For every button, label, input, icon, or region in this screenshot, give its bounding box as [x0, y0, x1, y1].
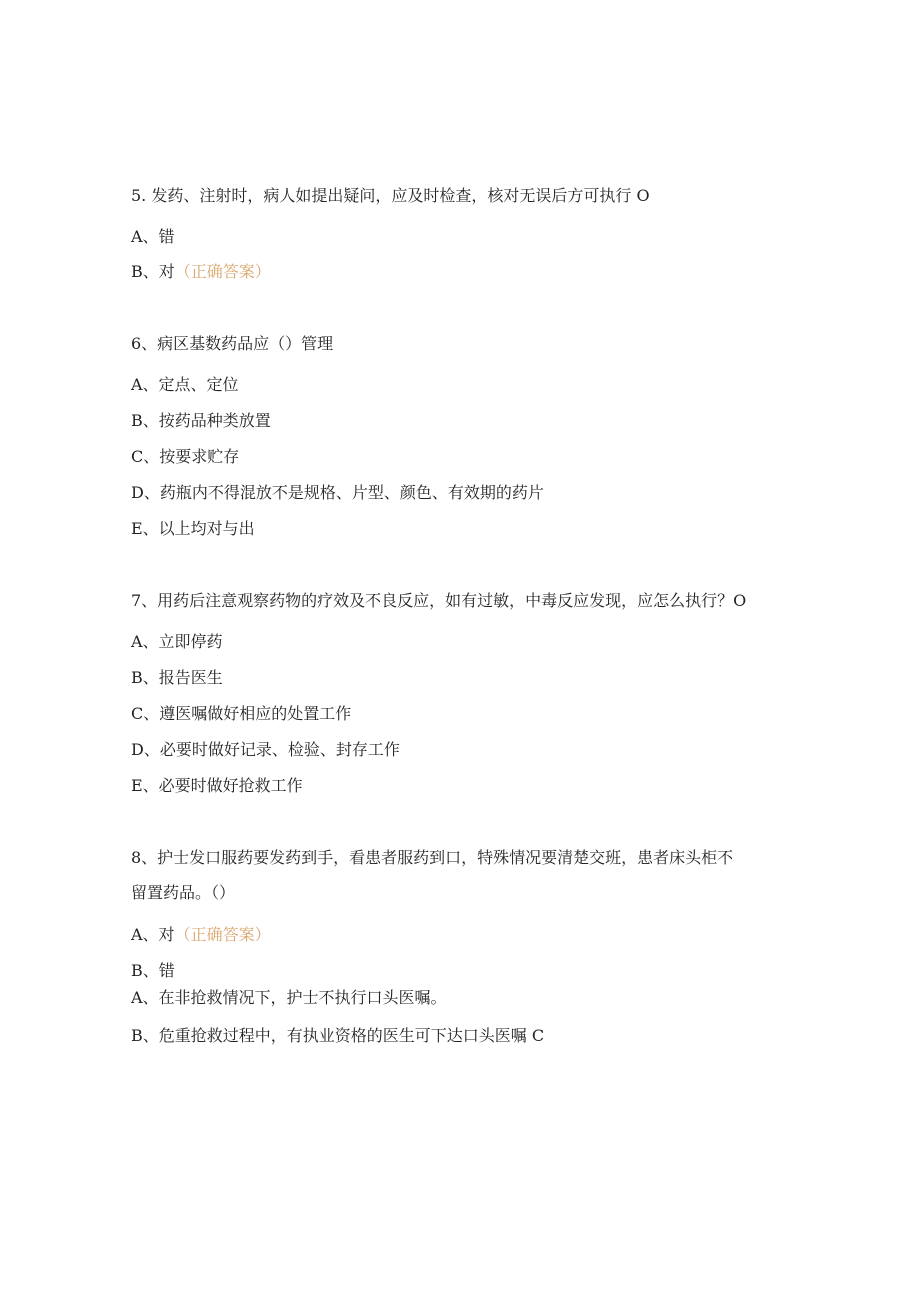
question-6-option-e: E、以上均对与出 [131, 519, 255, 538]
question-5-stem: 5. 发药、注射时，病人如提出疑问，应及时检查，核对无误后方可执行 O [131, 186, 650, 205]
question-8-stem-line-2: 留置药品。（） [131, 883, 236, 902]
correct-answer-mark: （正确答案） [174, 925, 271, 944]
question-5-option-a: A、错 [131, 227, 175, 246]
correct-answer-mark: （正确答案） [174, 262, 271, 281]
fragment-option-a: A、在非抢救情况下，护士不执行口头医嘱。 [131, 988, 447, 1007]
question-5-option-b [131, 262, 271, 282]
question-8-option-b: B、错 [131, 961, 175, 980]
question-8-stem-line-1: 8、护士发口服药要发药到手，看患者服药到口，特殊情况要清楚交班，患者床头柜不 [131, 848, 734, 867]
question-6-option-b: B、按药品种类放置 [131, 411, 271, 430]
option-text: A、对 [131, 925, 175, 944]
question-7-option-a: A、立即停药 [131, 632, 223, 651]
question-7-option-e: E、必要时做好抢救工作 [131, 776, 303, 795]
question-6-option-d: D、药瓶内不得混放不是规格、片型、颜色、有效期的药片 [131, 483, 544, 502]
option-text: B、对 [131, 262, 175, 281]
question-7-option-b: B、报告医生 [131, 668, 223, 687]
question-6-stem: 6、病区基数药品应（）管理 [131, 334, 334, 353]
question-7-option-d: D、必要时做好记录、检验、封存工作 [131, 740, 400, 759]
question-7-stem: 7、用药后注意观察药物的疗效及不良反应，如有过敏，中毒反应发现，应怎么执行？O [131, 591, 747, 610]
question-6-option-a: A、定点、定位 [131, 375, 239, 394]
question-6-option-c: C、按要求贮存 [131, 447, 240, 466]
fragment-option-b: B、危重抢救过程中，有执业资格的医生可下达口头医嘱 C [131, 1026, 545, 1045]
question-8-option-a [131, 925, 271, 945]
question-7-option-c: C、遵医嘱做好相应的处置工作 [131, 704, 352, 723]
